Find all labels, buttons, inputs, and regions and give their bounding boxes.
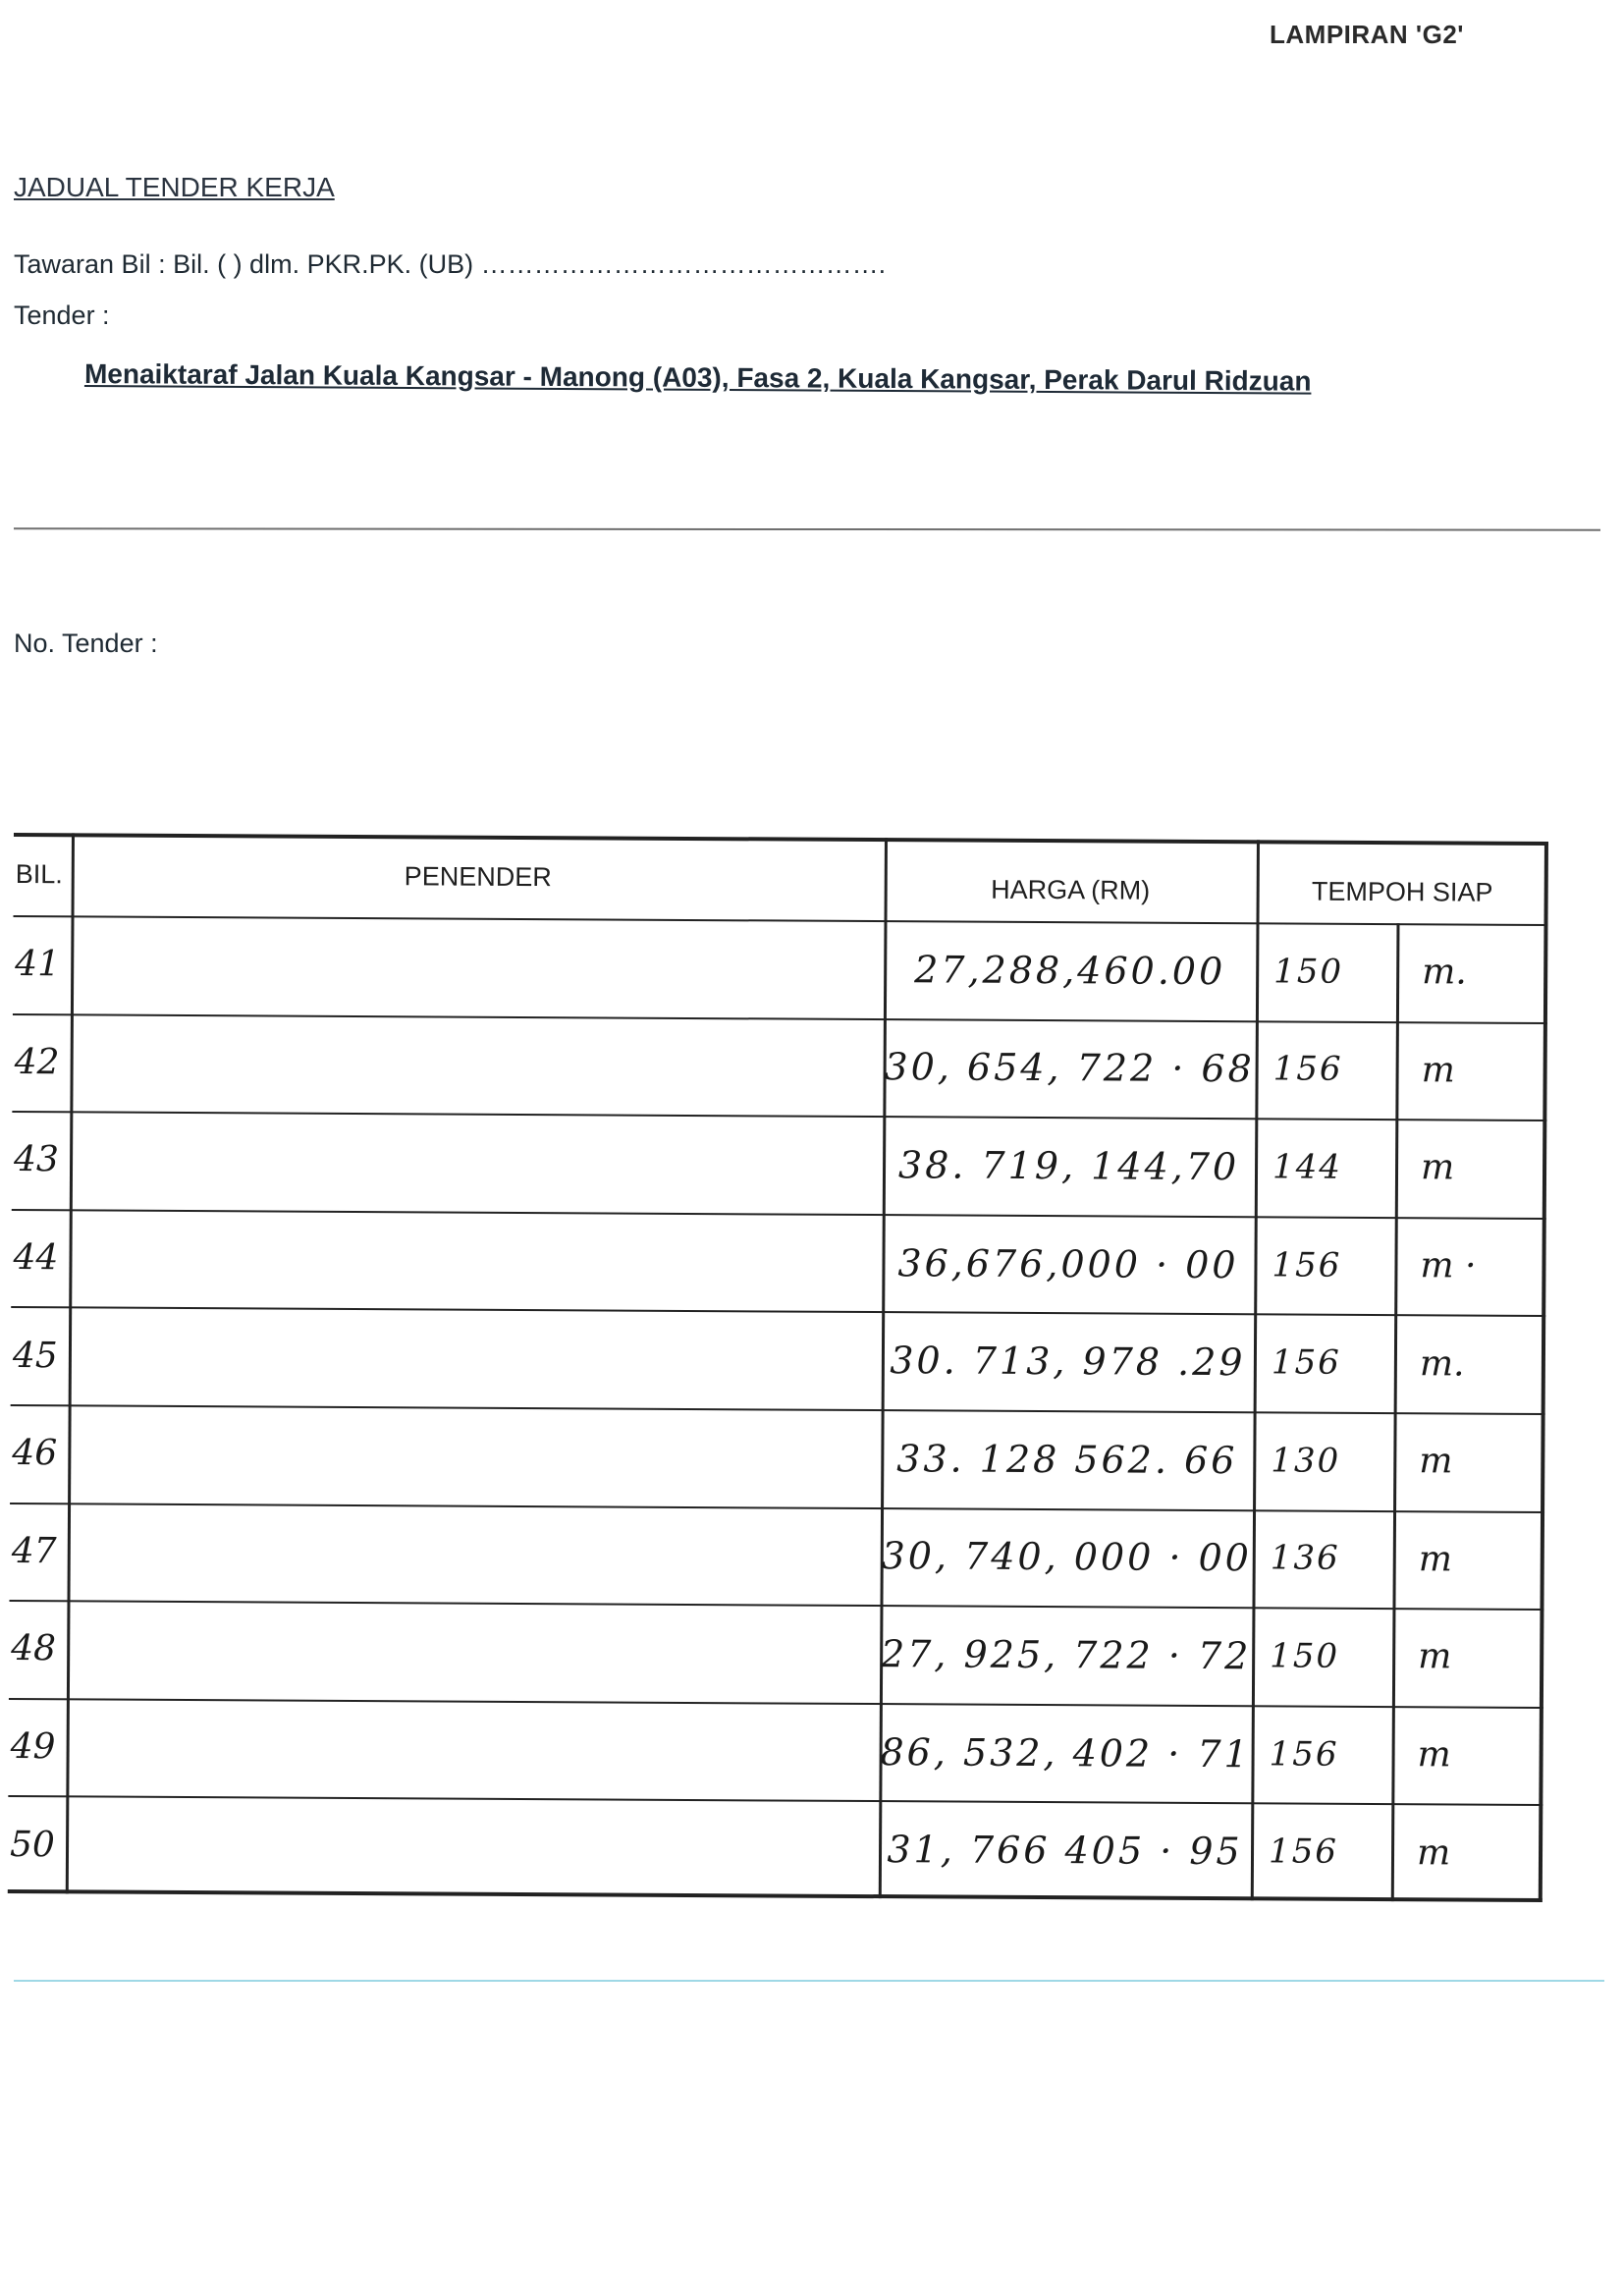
tawaran-line: Tawaran Bil : Bil. ( ) dlm. PKR.PK. (UB) ………………………………………. (14, 249, 887, 279)
header-harga: HARGA (RM) (991, 874, 1151, 905)
row-harga: 38. 719, 144,70 (897, 1143, 1240, 1189)
row-harga: 86, 532, 402 · 71 (880, 1729, 1251, 1776)
row-harga: 30, 654, 722 · 68 (884, 1045, 1255, 1091)
row-penender (70, 1013, 884, 1116)
row-unit: m (1420, 1147, 1455, 1188)
row-unit: m (1421, 1050, 1455, 1091)
row-harga: 27, 925, 722 · 72 (880, 1632, 1252, 1678)
row-penender (69, 1307, 883, 1409)
row-harga: 30. 713, 978 .29 (890, 1339, 1246, 1385)
row-penender (68, 1404, 882, 1506)
tender-label: Tender : (14, 301, 110, 330)
row-tempoh: 130 (1271, 1441, 1341, 1481)
row-tempoh: 144 (1272, 1147, 1343, 1187)
lampiran-label: LAMPIRAN 'G2' (1270, 20, 1464, 49)
row-unit: m (1416, 1831, 1451, 1874)
row-bil: 46 (12, 1433, 58, 1474)
row-unit: m (1418, 1539, 1453, 1580)
row-tempoh: 156 (1272, 1049, 1343, 1090)
row-unit: m · (1420, 1245, 1477, 1286)
no-tender-label: No. Tender : (14, 629, 158, 658)
row-tempoh: 156 (1268, 1831, 1339, 1872)
tender-table (8, 833, 1548, 1902)
row-penender (71, 915, 885, 1017)
row-bil: 48 (11, 1628, 57, 1669)
row-unit: m (1418, 1636, 1452, 1677)
row-bil: 49 (10, 1726, 56, 1768)
row-penender (70, 1112, 884, 1214)
row-penender (66, 1796, 880, 1898)
row-unit: m (1419, 1441, 1453, 1482)
row-tempoh: 156 (1272, 1244, 1342, 1285)
row-harga: 27,288,460.00 (914, 948, 1226, 993)
row-bil: 42 (14, 1041, 60, 1083)
row-bil: 43 (13, 1139, 60, 1180)
row-unit: m. (1422, 952, 1467, 993)
header-tempoh-siap: TEMPOH SIAP (1311, 876, 1493, 907)
row-harga: 31, 766 405 · 95 (887, 1828, 1243, 1874)
row-tempoh: 150 (1273, 952, 1344, 992)
row-bil: 47 (11, 1530, 57, 1572)
row-bil: 45 (12, 1335, 58, 1376)
row-harga: 30, 740, 000 · 00 (881, 1534, 1253, 1580)
bottom-line (14, 1980, 1604, 1982)
row-unit: m (1417, 1734, 1451, 1776)
row-tempoh: 156 (1269, 1733, 1339, 1775)
project-title: Menaiktaraf Jalan Kuala Kangsar - Manong (A03), Fasa 2, Kuala Kangsar, Perak Darul Ridzuan (83, 358, 1312, 397)
row-bil: 44 (13, 1237, 59, 1279)
row-penender (69, 1209, 883, 1311)
row-penender (66, 1698, 880, 1800)
header-bil: BIL. (15, 858, 63, 889)
row-unit: m. (1419, 1342, 1465, 1385)
row-bil: 41 (15, 944, 61, 985)
row-penender (67, 1503, 881, 1605)
row-penender (67, 1601, 881, 1703)
document-title: JADUAL TENDER KERJA (14, 172, 335, 202)
row-tempoh: 156 (1271, 1342, 1341, 1383)
row-harga: 36,676,000 · 00 (897, 1240, 1239, 1286)
row-bil: 50 (9, 1824, 55, 1865)
row-tempoh: 136 (1270, 1538, 1340, 1579)
row-tempoh: 150 (1270, 1636, 1340, 1676)
divider-line (14, 527, 1600, 530)
row-harga: 33. 128 562. 66 (896, 1436, 1238, 1482)
header-penender: PENENDER (404, 860, 552, 892)
